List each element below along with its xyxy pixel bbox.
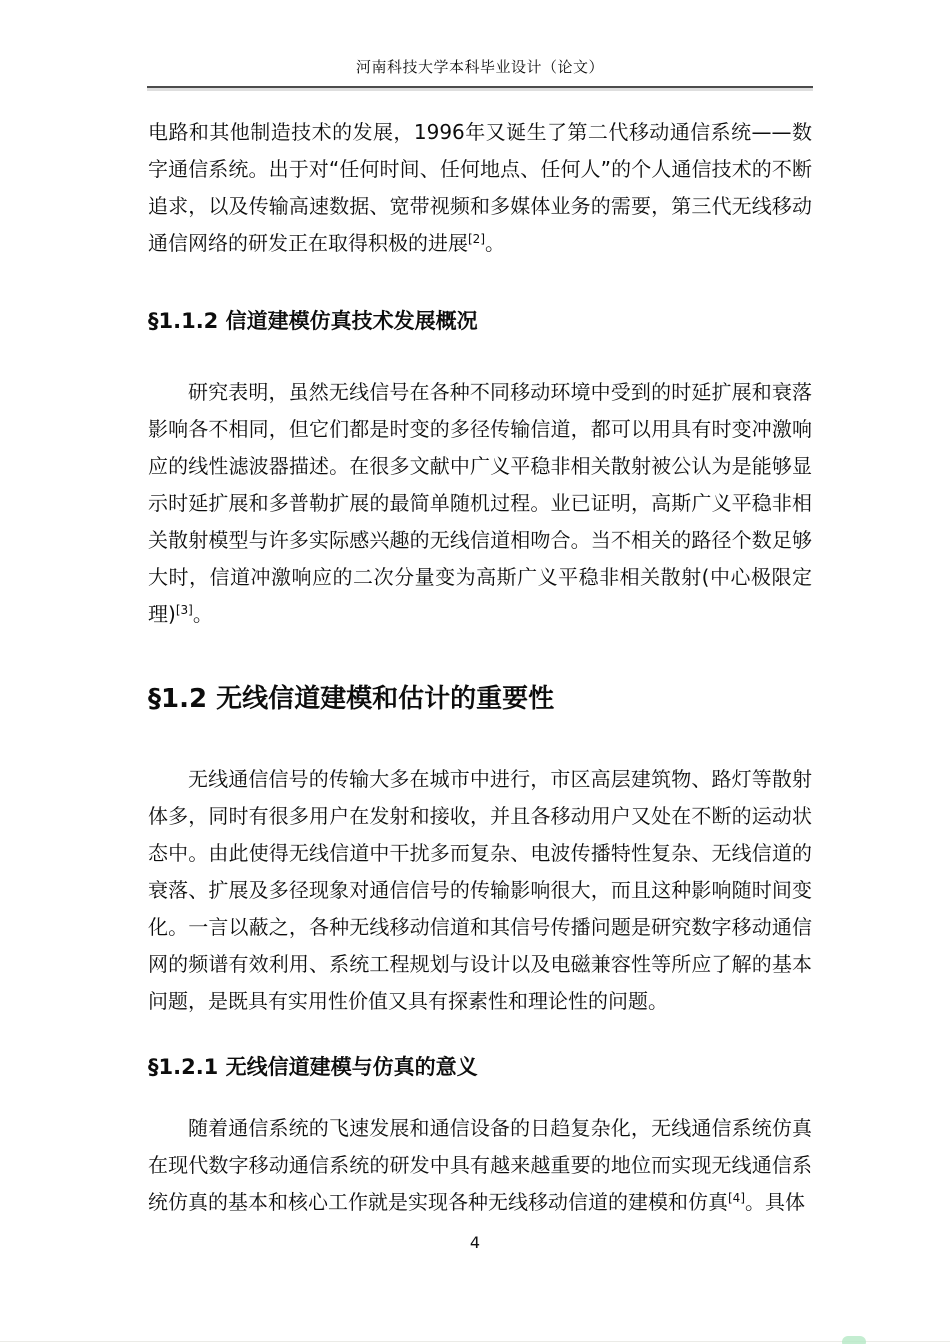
floating-widget-fragment[interactable] [842,1336,866,1344]
citation-ref-2: [2] [468,232,485,246]
section-heading-1-2: §1.2 无线信道建模和估计的重要性 [148,684,555,714]
paragraph-intro [148,114,812,262]
paragraph-channel-modeling [148,374,812,633]
running-head-title: 河南科技大学本科毕业设计（论文） [355,58,604,76]
paragraph-text: 。具体 [745,1190,805,1214]
page-footer [0,1233,950,1252]
paragraph-text: 随着通信系统的飞速发展和通信设备的日趋复杂化，无线通信系统仿真在现代数字移动通信系统的研发中具有越来越重要的地位而实现无线通信系统仿真的基本和核心工作就是实现各种无线移动信道的建模和仿真 [148,1116,812,1214]
paragraph-importance: 无线通信信号的传输大多在城市中进行，市区高层建筑物、路灯等散射体多，同时有很多用户在发射和接收，并且各移动用户又处在不断的运动状态中。由此使得无线信道中干扰多而复杂、电波传播特性复杂、无线信道的衰落、扩展及多径现象对通信信号的传输影响很大，而且这种影响随时间变化。一言以蔽之，各种无线移动信道和其信号传播问题是研究数字移动通信网的频谱有效利用、系统工程规划与设计以及电磁兼容性等所应了解的基本问题，是既具有实用性价值又具有探素性和理论性的问题。 [148,767,812,1013]
page-body [148,0,812,1221]
paragraph-simulation-meaning [148,1110,812,1221]
paragraph-text: 研究表明，虽然无线信号在各种不同移动环境中受到的时延扩展和衰落影响各不相同，但它们都是时变的多径传输信道，都可以用具有时变冲激响应的线性滤波器描述。在很多文献中广义平稳非相关散射被公认为是能够显示时延扩展和多普勒扩展的最简单随机过程。业已证明，高斯广义平稳非相关散射模型与许多实际感兴趣的无线信道相吻合。当不相关的路径个数足够大时，信道冲激响应的二次分量变为高斯广义平稳非相关散射(中心极限定理) [148,380,812,626]
citation-ref-4: [4] [728,1191,745,1205]
section-heading-1-2-1: §1.2.1 无线信道建模与仿真的意义 [148,1055,478,1079]
section-heading-1-1-2: §1.1.2 信道建模仿真技术发展概况 [148,309,478,333]
paragraph-text: 。 [485,231,505,255]
citation-ref-3: [3] [175,603,193,617]
page-bottom-edge-line [0,1341,950,1342]
paragraph-text: 电路和其他制造技术的发展，1996年又诞生了第二代移动通信系统——数字通信系统。出于对“任何时间、任何地点、任何人”的个人通信技术的不断追求，以及传输高速数据、宽带视频和多媒体业务的需要，第三代无线移动通信网络的研发正在取得积极的进展 [148,120,812,255]
page-number: 4 [469,1233,481,1252]
paragraph-text: 。 [192,602,213,626]
